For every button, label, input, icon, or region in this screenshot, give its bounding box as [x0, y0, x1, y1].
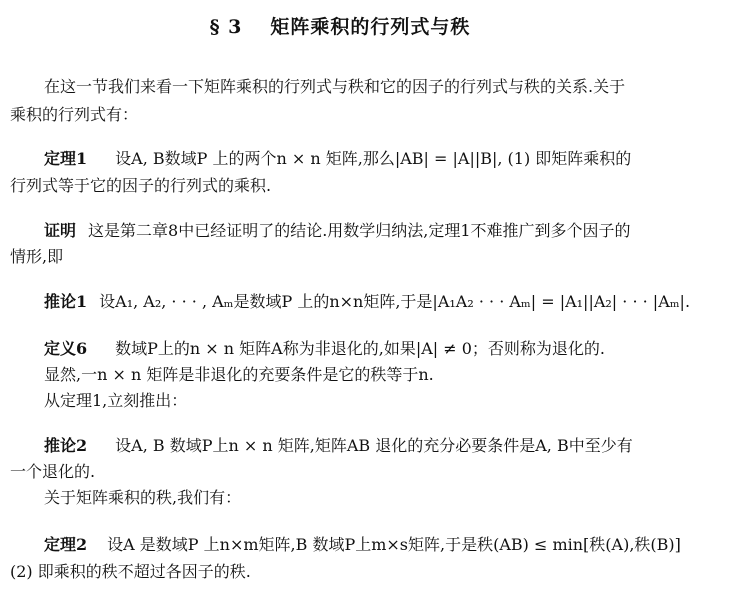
theorem-1-text: 设A, B数域P 上的两个n × n 矩阵,那么|AB| = |A||B|, (1) 即矩阵乘积的	[115, 149, 632, 168]
proof-line-1	[44, 220, 631, 242]
proof-line-2: 情形,即	[10, 247, 64, 266]
definition-6-label: 定义6	[44, 339, 88, 358]
proof-text: 这是第二章8中已经证明了的结论.用数学归纳法,定理1不难推广到多个因子的	[88, 221, 631, 240]
theorem-1-line-2: 行列式等于它的因子的行列式的乘积.	[10, 176, 272, 195]
section-title: 矩阵乘积的行列式与秩	[270, 16, 471, 38]
corollary-1-line-1	[44, 291, 690, 313]
definition-6-line-3: 从定理1,立刻推出：	[44, 391, 188, 410]
definition-6-line-2: 显然,一n × n 矩阵是非退化的充要条件是它的秩等于n.	[44, 365, 434, 384]
section-heading	[0, 12, 680, 39]
theorem-2-label: 定理2	[44, 535, 88, 554]
corollary-1-label: 推论1	[44, 292, 88, 311]
corollary-2-line-2: 一个退化的.	[10, 462, 96, 481]
corollary-2-line-3: 关于矩阵乘积的秩,我们有：	[44, 488, 242, 507]
intro-line-2: 乘积的行列式有：	[10, 105, 139, 124]
corollary-2-text: 设A, B 数域P上n × n 矩阵,矩阵AB 退化的充分必要条件是A, B中至少有	[115, 436, 633, 455]
theorem-1-label: 定理1	[44, 149, 88, 168]
theorem-2-line-2: (2) 即乘积的秩不超过各因子的秩.	[10, 562, 251, 581]
intro-line-1: 在这一节我们来看一下矩阵乘积的行列式与秩和它的因子的行列式与秩的关系.关于	[44, 77, 626, 96]
corollary-2-label: 推论2	[44, 436, 88, 455]
corollary-1-text: 设A₁, A₂, · · · , Aₘ是数域P 上的n×n矩阵,于是|A₁A₂ · · · Aₘ| = |A₁||A₂| · · · |Aₘ|.	[99, 292, 691, 311]
corollary-2-line-1	[44, 435, 633, 457]
definition-6-line-1	[44, 338, 605, 360]
section-number: § 3	[209, 16, 243, 38]
definition-6-text: 数域P上的n × n 矩阵A称为非退化的,如果|A| ≠ 0；否则称为退化的.	[115, 339, 606, 358]
theorem-2-line-1	[44, 534, 681, 556]
theorem-2-text: 设A 是数域P 上n×m矩阵,B 数域P上m×s矩阵,于是秩(AB) ≤ min[秩(A),秩(B)]	[107, 535, 681, 554]
theorem-1-line-1	[44, 148, 631, 170]
proof-label: 证明	[44, 221, 77, 240]
